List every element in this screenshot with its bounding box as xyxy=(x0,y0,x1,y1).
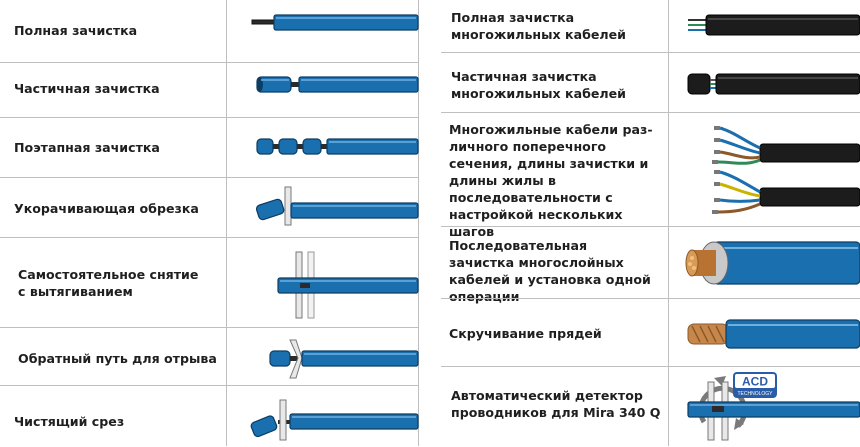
row-label: Полная зачистка xyxy=(14,23,138,38)
shortening-cut-cable-icon xyxy=(255,185,418,227)
row-label: Укорачивающая обрезка xyxy=(14,201,199,216)
twisting-strands-cable-icon xyxy=(686,316,860,352)
row-label: Самостоятельное снятие с вытягиванием xyxy=(18,267,199,299)
row-label: Скручивание прядей xyxy=(449,326,602,341)
acd-badge-subtext: TECHNOLOGY xyxy=(737,391,773,397)
stepwise-strip-cable-icon xyxy=(255,134,418,160)
row-label: Чистящий срез xyxy=(14,414,125,429)
return-path-cable-icon xyxy=(268,338,418,380)
multicore-steps-cable-icon xyxy=(708,118,860,220)
cleaning-cut-cable-icon xyxy=(250,396,418,442)
row-label: Поэтапная зачистка xyxy=(14,140,160,155)
acd-technology-badge xyxy=(733,372,777,398)
full-strip-cable-icon xyxy=(250,12,418,34)
row-label: Частичная зачистка многожильных кабелей xyxy=(451,69,626,101)
acd-badge-text: ACD xyxy=(742,374,768,389)
multicore-full-strip-cable-icon xyxy=(688,12,860,38)
row-label: Обратный путь для отрыва xyxy=(18,351,217,366)
pull-off-cable-icon xyxy=(278,250,418,320)
row-label: Частичная зачистка xyxy=(14,81,160,96)
row-label: Последовательная зачистка многослойных кабелей и установка одной операции xyxy=(449,238,651,304)
multilayer-cable-icon xyxy=(684,236,860,290)
multicore-partial-strip-cable-icon xyxy=(688,70,860,98)
row-label: Автоматический детектор проводников для Mira 340 Q xyxy=(451,388,661,420)
row-label: Полная зачистка многожильных кабелей xyxy=(451,10,626,42)
column-divider xyxy=(418,0,419,446)
partial-strip-cable-icon xyxy=(255,72,418,98)
row-label: Многожильные кабели раз-личного поперечного сечения, длины зачистки и длины жилы в последовательности с настройкой нескольких шагов xyxy=(449,122,653,239)
